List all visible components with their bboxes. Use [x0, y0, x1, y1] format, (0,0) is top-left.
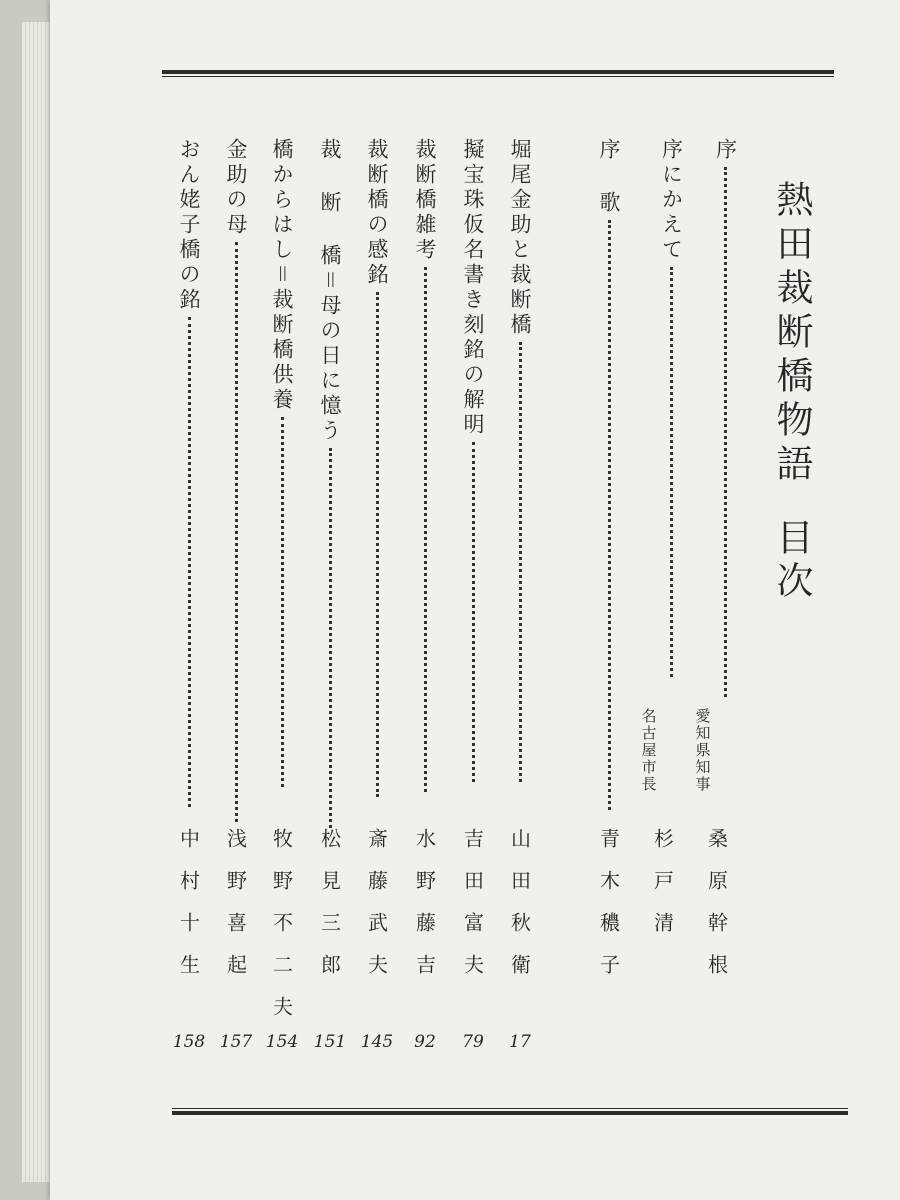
leader-dots	[235, 242, 238, 822]
entry-title: 裁断橋の感銘	[365, 138, 389, 288]
entry-title: 序 歌	[597, 138, 621, 216]
toc-entry[interactable]	[456, 138, 490, 1068]
leader-dots	[329, 448, 332, 828]
entry-author: 斎藤武夫	[364, 828, 389, 996]
page-number: 157	[219, 1032, 253, 1052]
page-number: 17	[509, 1032, 531, 1052]
toc-entry[interactable]	[172, 138, 206, 1068]
leader-dots	[472, 442, 475, 782]
page-number: 151	[313, 1032, 347, 1052]
entry-title: 序	[713, 138, 738, 163]
leader-dots	[281, 417, 284, 787]
entry-title: 裁断橋雑考	[413, 138, 437, 263]
leader-dots	[670, 267, 673, 677]
leader-dots	[724, 167, 727, 697]
book-title: 熱田裁断橋物語	[770, 180, 813, 488]
entry-title: 序にかえて	[659, 138, 684, 263]
entry-author: 杉戸清	[650, 828, 675, 954]
top-rule	[162, 70, 834, 77]
toc-entry[interactable]	[693, 138, 738, 1068]
leader-dots	[376, 292, 379, 797]
author-role: 名古屋市長	[639, 708, 658, 793]
page-number: 154	[265, 1032, 299, 1052]
entry-author: 中村十生	[176, 828, 201, 996]
entry-author: 松見三郎	[317, 828, 342, 996]
entry-title: 擬宝珠仮名書き刻銘の解明	[461, 138, 485, 438]
entry-title: 橋からはし＝裁断橋供養	[270, 138, 294, 413]
page-number: 92	[414, 1032, 436, 1052]
toc-entry[interactable]	[503, 138, 537, 1068]
page-title	[764, 180, 818, 604]
leader-dots	[608, 220, 611, 810]
toc-entry[interactable]	[360, 138, 394, 1068]
entry-author: 山田秋衛	[507, 828, 532, 996]
toc-entry[interactable]	[408, 138, 442, 1068]
entry-author: 浅野喜起	[223, 828, 248, 996]
bottom-rule	[172, 1108, 848, 1115]
leader-dots	[188, 317, 191, 807]
entry-title: 金助の母	[224, 138, 248, 238]
entry-author: 牧野不二夫	[269, 828, 294, 1038]
leader-dots	[519, 342, 522, 782]
entry-author: 吉田富夫	[460, 828, 485, 996]
entry-title: 裁 断 橋＝母の日に憶う	[318, 138, 342, 444]
page-number: 158	[172, 1032, 206, 1052]
entry-author: 青木穠子	[596, 828, 621, 996]
entry-title: おん姥子橋の銘	[177, 138, 201, 313]
toc-entry[interactable]	[265, 138, 299, 1068]
toc-entry[interactable]	[219, 138, 253, 1068]
page-number: 145	[360, 1032, 394, 1052]
author-role: 愛知県知事	[693, 708, 712, 793]
toc-entry[interactable]	[639, 138, 684, 1068]
toc-entry[interactable]	[313, 138, 347, 1068]
leader-dots	[424, 267, 427, 792]
entry-author: 桑原幹根	[704, 828, 729, 996]
entry-author: 水野藤吉	[412, 828, 437, 996]
contents-label: 目次	[770, 518, 813, 604]
entry-title: 堀尾金助と裁断橋	[508, 138, 532, 338]
page-number: 79	[462, 1032, 484, 1052]
toc-entry[interactable]	[592, 138, 626, 1068]
